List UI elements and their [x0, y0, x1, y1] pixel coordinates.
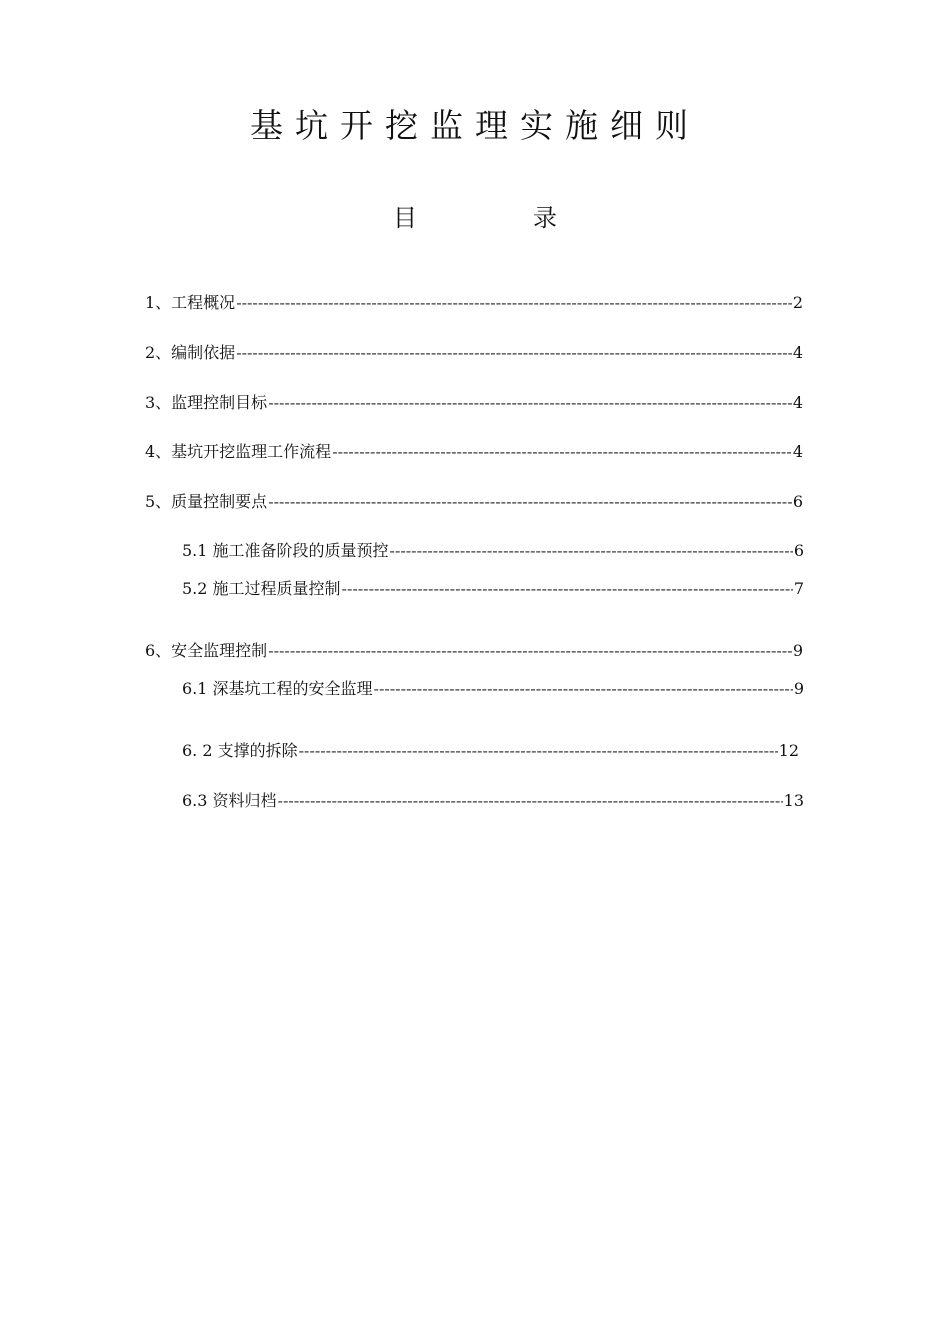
- toc-entry[interactable]: [182, 678, 804, 700]
- toc-leader: [332, 441, 792, 463]
- toc-entry[interactable]: [182, 540, 804, 562]
- toc-entry-page: 6: [792, 492, 803, 511]
- toc-entry-label: 4、基坑开挖监理工作流程: [145, 442, 332, 461]
- toc-entry-label: 6.1 深基坑工程的安全监理: [182, 679, 373, 698]
- toc-entry-page: 13: [783, 791, 804, 810]
- toc-leader: [268, 491, 792, 513]
- toc-heading-right: 录: [533, 204, 557, 232]
- toc-entry-page: 4: [792, 343, 803, 362]
- toc-entry-label: 5.1 施工准备阶段的质量预控: [182, 541, 389, 560]
- toc-leader: [390, 540, 793, 562]
- toc-entry[interactable]: [182, 578, 804, 600]
- toc-leader: [268, 640, 792, 662]
- toc-leader: [236, 292, 792, 314]
- toc-leader: [374, 678, 793, 700]
- toc-entry-label: 5、质量控制要点: [145, 492, 268, 511]
- toc-entry[interactable]: [145, 392, 803, 414]
- toc-entry-label: 5.2 施工过程质量控制: [182, 579, 341, 598]
- toc-entry-page: 9: [792, 641, 803, 660]
- toc-entry-page: 2: [792, 293, 803, 312]
- toc-entry-label: 6、安全监理控制: [145, 641, 268, 660]
- toc-entry-label: 6.3 资料归档: [182, 791, 277, 810]
- toc-leader: [278, 790, 783, 812]
- toc-entry-page: 9: [793, 679, 804, 698]
- toc-leader: [299, 740, 778, 762]
- toc-leader: [268, 392, 792, 414]
- toc-entry-page: 6: [793, 541, 804, 560]
- toc-entry-page: 4: [792, 393, 803, 412]
- document-title: 基坑开挖监理实施细则: [250, 106, 700, 145]
- toc-entry[interactable]: [182, 790, 804, 812]
- toc-entry[interactable]: [145, 292, 803, 314]
- toc-entry[interactable]: [145, 441, 803, 463]
- toc-entry-label: 2、编制依据: [145, 343, 236, 362]
- toc-entry[interactable]: [145, 342, 803, 364]
- toc-entry[interactable]: [145, 491, 803, 513]
- toc-entry[interactable]: [145, 640, 803, 662]
- toc-heading: [0, 200, 950, 236]
- toc-entry-label: 1、工程概况: [145, 293, 236, 312]
- toc-leader: [236, 342, 792, 364]
- toc-entry-label: 6. 2 支撑的拆除: [182, 741, 298, 760]
- toc-entry-label: 3、监理控制目标: [145, 393, 268, 412]
- toc-heading-left: 目: [393, 204, 417, 232]
- toc-entry-page: 7: [793, 579, 804, 598]
- toc-entry-page: 4: [792, 442, 803, 461]
- toc-entry-page: 12: [778, 741, 799, 760]
- toc-entry[interactable]: [182, 740, 799, 762]
- toc-leader: [342, 578, 793, 600]
